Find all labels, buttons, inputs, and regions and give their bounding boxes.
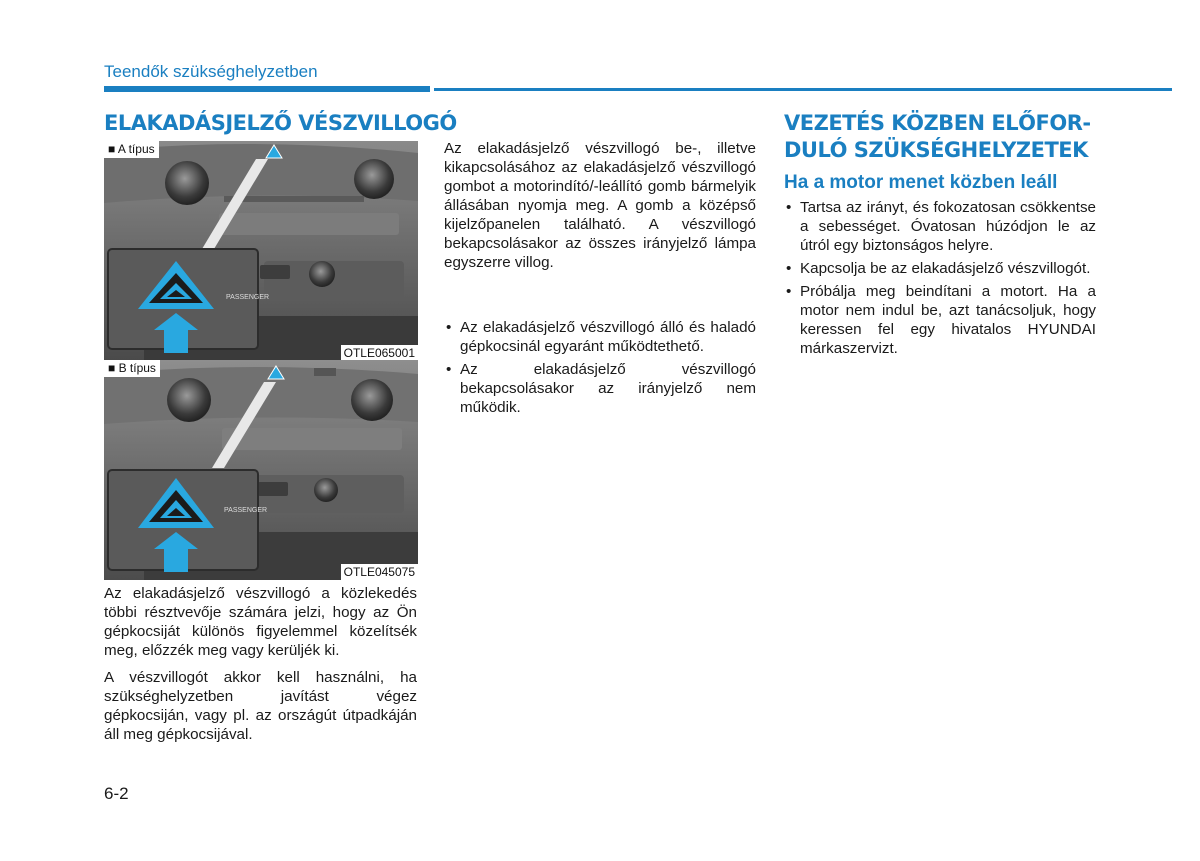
middle-paragraph: Az elakadásjelző vészvillogó be-, illetve kikapcsolásához az elakadásjelző vészvillogó gombot a motorindító/-leállító gomb bármelyik állásában nyomja meg. A gomb a középső kijelzőpanelen található. A vészvillogó bekapcsolásakor az összes irányjelző lámpa egyszerre villog. (444, 140, 756, 271)
page-number: 6-2 (104, 784, 129, 803)
figure-b (104, 360, 418, 580)
list-item: • Próbálja meg beindítani a motort. Ha a motor nem indul be, azt tanácsoljuk, hogy keressen fel egy hivatalos HYUNDAI márkaszervizt. (786, 283, 1096, 357)
figure-b-code: OTLE045075 (341, 564, 418, 580)
figure-b-label: ■ B típus (104, 360, 160, 377)
left-body-text (104, 584, 417, 752)
list-item: • Az elakadásjelző vészvillogó bekapcsolásakor az irányjelző nem működik. (446, 361, 756, 416)
list-item: • Kapcsolja be az elakadásjelző vészvillogót. (786, 260, 1091, 277)
figure-a-code: OTLE065001 (341, 345, 418, 361)
middle-bullet-list (444, 318, 756, 421)
right-bullet-list (784, 198, 1096, 362)
list-item: • Tartsa az irányt, és fokozatosan csökkentse a sebességet. Óvatosan húzódjon le az útról egy biztonságos helyre. (786, 199, 1096, 254)
left-paragraph-2: A vészvillogót akkor kell használni, ha szükséghelyzetben javítást végez gépkocsiján, vagy pl. az országút útpadkáján áll meg gépkocsijával. (104, 669, 417, 743)
list-item-text: Tartsa az irányt, és fokozatosan csökkentse a sebességet. Óvatosan húzódjon le az útról egy biztonságos helyre. (800, 199, 1096, 254)
figure-a-label: ■ A típus (104, 141, 159, 158)
list-item: • Az elakadásjelző vészvillogó álló és haladó gépkocsinál egyaránt működtethető. (446, 319, 756, 355)
list-item-text: Az elakadásjelző vészvillogó álló és haladó gépkocsinál egyaránt működtethető. (460, 319, 756, 355)
figure-a-passenger-text: PASSENGER (226, 294, 270, 301)
subheading: Ha a motor menet közben leáll (784, 172, 1058, 193)
list-item-text: Próbálja meg beindítani a motort. Ha a motor nem indul be, azt tanácsoljuk, hogy keressen fel egy hivatalos HYUNDAI márkaszervizt. (800, 283, 1096, 357)
figure-b-passenger-text: PASSENGER (224, 507, 268, 514)
section-title-line-2: DULÓ SZÜKSÉGHELYZETEK (784, 138, 1088, 162)
section-title-hazard: ELAKADÁSJELZŐ VÉSZVILLOGÓ (104, 111, 457, 135)
figure-a-illustration (104, 141, 418, 361)
left-paragraph-1: Az elakadásjelző vészvillogó a közlekedés többi résztvevője számára jelzi, hogy az Ön gépkocsiját különös figyelemmel közelítsék meg, előzzék meg vagy kerüljék ki. (104, 585, 417, 659)
header-rule-thick (104, 86, 430, 92)
header-rule-thin (434, 88, 1172, 91)
list-item-text: Az elakadásjelző vészvillogó bekapcsolásakor az irányjelző nem működik. (460, 361, 756, 416)
section-header: Teendők szükséghelyzetben (104, 62, 318, 81)
list-item-text: Kapcsolja be az elakadásjelző vészvillogót. (800, 260, 1091, 277)
section-title-line-1: VEZETÉS KÖZBEN ELŐFOR- (784, 111, 1091, 135)
figure-a (104, 141, 418, 361)
middle-body-text (444, 139, 756, 280)
section-title-emergencies (784, 110, 1091, 164)
figure-b-illustration (104, 360, 418, 580)
